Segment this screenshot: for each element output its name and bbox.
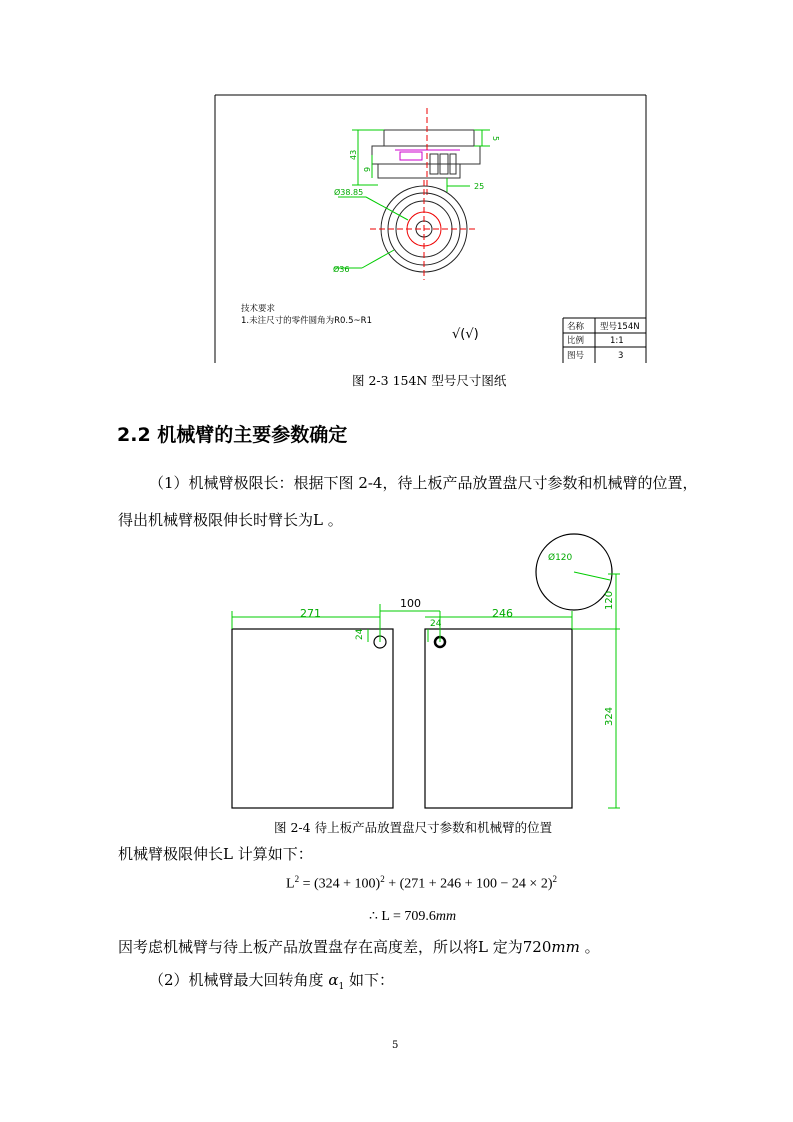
dim-324-label: 324	[604, 706, 615, 726]
dim-271-label: 271	[300, 607, 321, 620]
equation-2	[369, 908, 456, 925]
alpha-subscript: 1	[338, 982, 345, 992]
dim-25-label: 25	[474, 182, 485, 191]
dim-phi-label: Ø120	[548, 553, 573, 563]
section-heading	[117, 420, 347, 447]
paragraph-3-unit: mm	[551, 938, 580, 956]
dim-d36-label: Ø36	[333, 265, 350, 274]
figure-2-4-caption: 图 2-4 待上板产品放置盘尺寸参数和机械臂的位置	[274, 820, 553, 835]
title-block-label-name: 名称	[567, 322, 585, 332]
dim-246-label: 246	[492, 607, 513, 620]
equation-1	[286, 874, 557, 893]
dim-5-label: 5	[491, 136, 500, 142]
section-number: 2.2	[117, 424, 151, 446]
dim-24a-label: 24	[355, 628, 365, 640]
dim-100-label: 100	[400, 597, 421, 610]
top-view-leaders	[334, 197, 408, 268]
alpha-symbol: α	[328, 971, 339, 989]
top-view-circles	[370, 180, 478, 280]
dim-24b-label: 24	[430, 619, 442, 629]
dim-43-label: 43	[349, 149, 358, 160]
paragraph-3-end: 。	[579, 938, 600, 956]
dim-d3885-label: Ø38.85	[334, 188, 364, 197]
figure-2-3-caption: 图 2-3 154N 型号尺寸图纸	[352, 373, 507, 388]
paragraph-4-after: 如下：	[344, 971, 394, 989]
page-number: 5	[392, 1040, 399, 1051]
title-block-value-scale: 1:1	[610, 336, 624, 346]
paragraph-2: 机械臂极限伸长L 计算如下：	[118, 845, 313, 863]
paragraph-3-text: 因考虑机械臂与待上板产品放置盘存在高度差，所以将L 定为720	[118, 938, 552, 956]
equation-1-term-a: = (324 + 100)	[299, 876, 381, 892]
paragraph-3	[118, 936, 600, 957]
paragraph-4-before: （2）机械臂最大回转角度	[149, 971, 329, 989]
equation-1-term-a-exponent: 2	[380, 874, 385, 884]
title-block-value-name: 型号154N	[600, 322, 640, 332]
section-title: 机械臂的主要参数确定	[157, 424, 348, 446]
equation-1-lhs-exponent: 2	[294, 874, 300, 884]
paragraph-1-line-1: （1）机械臂极限长：根据下图 2-4，待上板产品放置盘尺寸参数和机械臂的位置，	[149, 474, 698, 492]
equation-2-unit: mm	[435, 909, 457, 924]
equation-1-lhs: L	[286, 876, 295, 892]
equation-1-term-b: + (271 + 246 + 100 − 24 × 2)	[384, 876, 553, 892]
title-block-value-drawing-no: 3	[618, 351, 624, 361]
paragraph-1-line-2: 得出机械臂极限伸长时臂长为L 。	[118, 511, 343, 529]
title-block-label-scale: 比例	[567, 336, 585, 346]
tech-requirements-title: 技术要求	[241, 304, 276, 314]
dim-120-label: 120	[604, 590, 615, 610]
roughness-symbol: √(√)	[452, 327, 479, 342]
tech-requirements-item: 1.未注尺寸的零件圆角为R0.5~R1	[241, 316, 372, 326]
side-view-part	[372, 108, 480, 195]
side-view-dimensions	[352, 130, 490, 192]
dim-9-label: 9	[363, 166, 372, 172]
figure-2-4-plates	[232, 534, 612, 808]
equation-1-term-b-exponent: 2	[552, 874, 557, 884]
equation-2-body: ∴ L = 709.6	[369, 909, 436, 924]
paragraph-4	[149, 969, 394, 992]
title-block-label-drawing-no: 图号	[567, 351, 585, 361]
